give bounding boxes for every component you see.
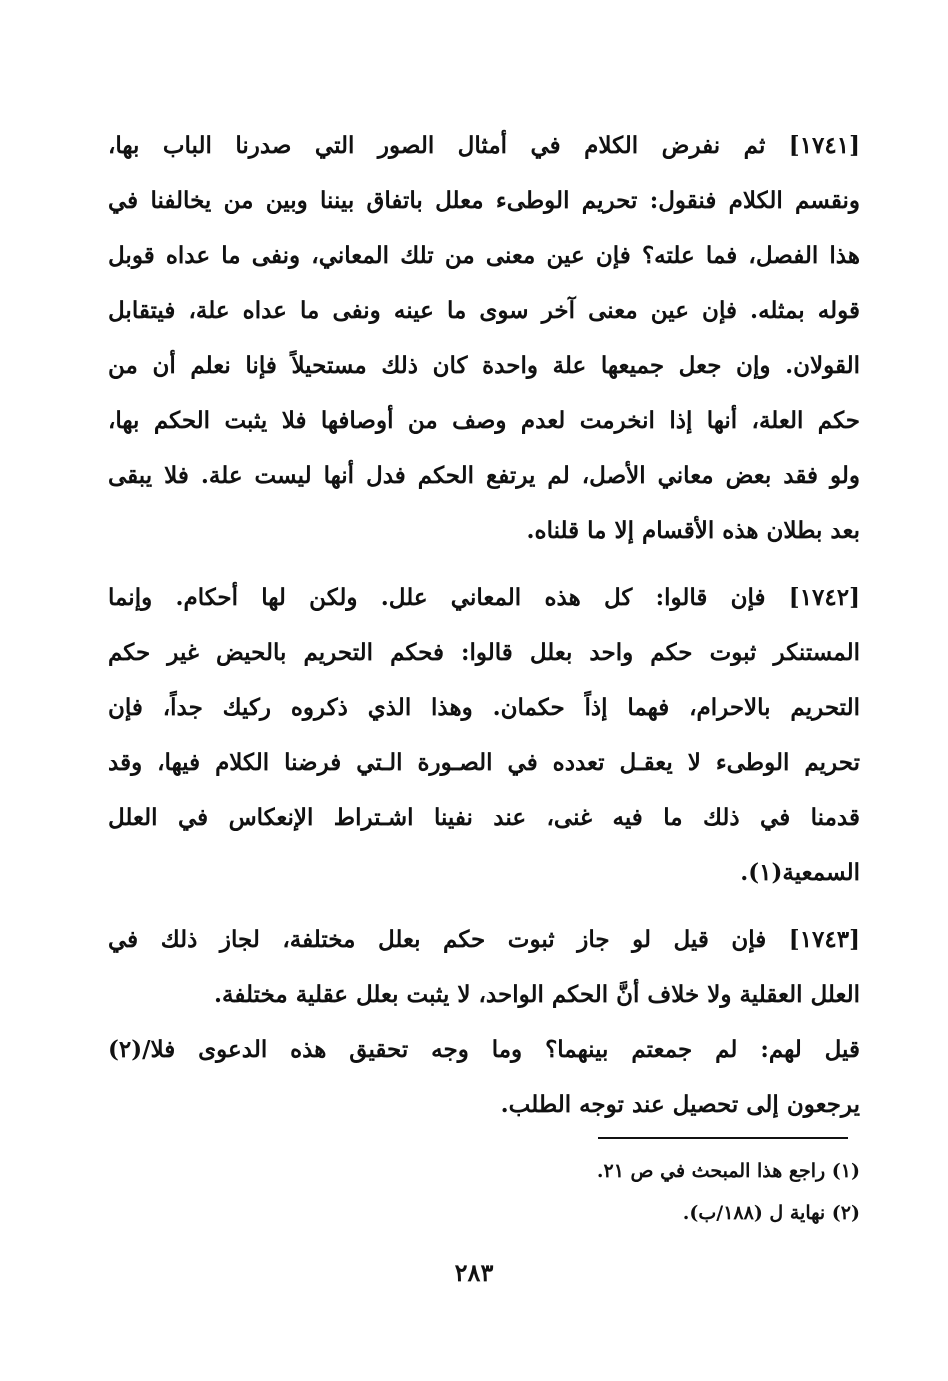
paragraph-gap	[108, 900, 860, 912]
footnote-separator	[598, 1137, 848, 1139]
text-line: قيل لهم: لم جمعتم بينهما؟ وما وجه تحقيق هذه الدعوى فلا/(٢)	[108, 1036, 860, 1063]
text-line: هذا الفصل، فما علته؟ فإن عين معنى من تلك المعاني، ونفى ما عداه قوبل	[108, 242, 860, 269]
page-number: ٢٨٣	[454, 1258, 494, 1287]
text-line: المستنكر ثبوت حكم واحد بعلل قالوا: فحكم التحريم بالحيض غير حكم	[108, 639, 860, 666]
text-line: القولان. وإن جعل جميعها علة واحدة كان ذلك مستحيلاً فإنا نعلم أن من	[108, 352, 860, 379]
text-line: [١٧٤٢] فإن قالوا: كل هذه المعاني علل. ولكن لها أحكام. وإنما	[108, 584, 860, 611]
paragraph-1741	[108, 118, 860, 558]
text-line: تحريم الوطىء لا يعقـل تعدده في الصـورة الـتي فرضنا الكلام فيها، وقد	[108, 749, 860, 776]
footnotes	[400, 1150, 860, 1234]
paragraph-1742	[108, 570, 860, 900]
text-line: قوله بمثله. فإن عين معنى آخر سوى ما عينه ونفى ما عداه علة، فيتقابل	[108, 297, 860, 324]
paragraph-gap	[108, 558, 860, 570]
text-line: [١٧٤١] ثم نفرض الكلام في أمثال الصور التي صدرنا الباب بها،	[108, 132, 860, 159]
paragraph-reply	[108, 1022, 860, 1132]
text-line: حكم العلة، أنها إذا انخرمت لعدم وصف من أوصافها فلا يثبت الحكم بها،	[108, 407, 860, 434]
text-line: العلل العقلية ولا خلاف أنَّ الحكم الواحد، لا يثبت بعلل عقلية مختلفة.	[214, 981, 860, 1008]
text-line: السمعية(١).	[740, 859, 860, 886]
text-line: ولو فقد بعض معاني الأصل، لم يرتفع الحكم فدل أنها ليست علة. فلا يبقى	[108, 462, 860, 489]
text-line: قدمنا في ذلك ما فيه غنى، عند نفينا اشـتراط الإنعكاس في العلل	[108, 804, 860, 831]
footnote-2: (٢) نهاية ل (١٨٨/ب).	[682, 1202, 860, 1224]
main-text	[108, 118, 860, 1132]
text-line: ونقسم الكلام فنقول: تحريم الوطىء معلل باتفاق بيننا وبين من يخالفنا في	[108, 187, 860, 214]
footnote-1: (١) راجع هذا المبحث في ص ٢١.	[596, 1160, 860, 1182]
text-line: التحريم بالاحرام، فهما إذاً حكمان. وهذا الذي ذكروه ركيك جداً، فإن	[108, 694, 860, 721]
paragraph-1743	[108, 912, 860, 1022]
text-line: بعد بطلان هذه الأقسام إلا ما قلناه.	[526, 517, 860, 544]
text-line: [١٧٤٣] فإن قيل لو جاز ثبوت حكم بعلل مختلفة، لجاز ذلك في	[108, 926, 860, 953]
text-line: يرجعون إلى تحصيل عند توجه الطلب.	[500, 1091, 860, 1118]
